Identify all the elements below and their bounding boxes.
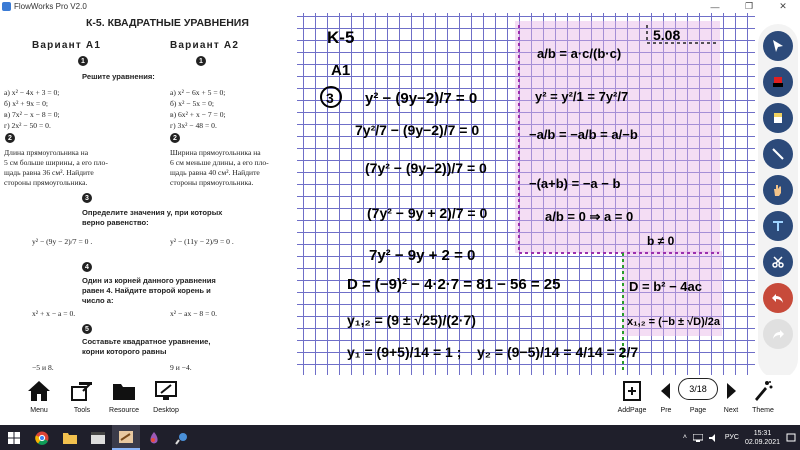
- clapperboard-icon: [91, 432, 105, 444]
- taskbar-media[interactable]: [84, 425, 112, 450]
- solution-line-5: 7y² − 9y + 2 = 0: [369, 247, 476, 264]
- notifications-icon[interactable]: [786, 433, 796, 443]
- pre-label: Pre: [660, 407, 672, 414]
- title-bar: [0, 0, 800, 13]
- v1-equation: г) 2x² − 50 = 0.: [4, 121, 51, 130]
- cut-tool[interactable]: [763, 247, 793, 277]
- task-number-1: 1: [196, 56, 206, 66]
- theme-brush-icon: [751, 379, 775, 403]
- taskbar-tool[interactable]: [168, 425, 196, 450]
- v1-task2-text: стороны прямоугольника.: [4, 178, 88, 187]
- v1-task5-roots: −5 и 8.: [32, 363, 54, 372]
- text-tool[interactable]: [763, 211, 793, 241]
- undo-icon: [771, 291, 785, 305]
- next-arrow-icon: [723, 379, 739, 403]
- flowworks-icon: [119, 431, 133, 443]
- windows-logo-icon: [8, 432, 20, 444]
- root-y2-line: y₂ = (9−5)/14 = 4/14 = 2/7: [477, 344, 639, 360]
- v1-equation: а) x² − 4x + 3 = 0;: [4, 88, 60, 97]
- tools-label: Tools: [73, 407, 91, 414]
- folder-icon: [111, 379, 137, 403]
- textbook-page: [0, 13, 297, 375]
- v1-equation: в) 7x² − x − 8 = 0;: [4, 110, 60, 119]
- highlighter-icon: [771, 111, 785, 125]
- solution-line-4: (7y² − 9y + 2)/7 = 0: [367, 205, 488, 221]
- hand-tool[interactable]: [763, 175, 793, 205]
- task-number-4: 4: [82, 262, 92, 272]
- solution-line-3: (7y² − (9y−2))/7 = 0: [365, 160, 487, 176]
- scissors-icon: [771, 255, 785, 269]
- taskbar-paint[interactable]: [140, 425, 168, 450]
- board-date: 5.08: [653, 27, 681, 43]
- network-icon[interactable]: [693, 434, 703, 442]
- clock-time: 15:31: [753, 429, 772, 437]
- desktop-button[interactable]: [144, 375, 188, 425]
- circle-3: 3: [326, 90, 334, 106]
- app-icon: [2, 2, 11, 11]
- language-indicator[interactable]: РУС: [724, 434, 739, 441]
- board-a1: A1: [331, 62, 351, 79]
- task-number-2: 2: [5, 133, 15, 143]
- note-zero-fraction: a/b = 0 ⇒ a = 0: [545, 209, 634, 224]
- v1-task4-equation: x² + x − a = 0.: [32, 309, 76, 318]
- task1-heading: Решите уравнения:: [82, 72, 155, 81]
- whiteboard-ink: [297, 13, 755, 375]
- tools-icon: [69, 379, 95, 403]
- system-tray: [683, 429, 800, 447]
- paint-drop-icon: [147, 431, 161, 445]
- discriminant-line: D = (−9)² − 4·2·7 = 81 − 56 = 25: [347, 276, 561, 293]
- note-b-nonzero: b ≠ 0: [647, 234, 675, 248]
- v2-task4-equation: x² − ax − 8 = 0.: [170, 309, 217, 318]
- v2-task2-text: стороны прямоугольника.: [170, 178, 254, 187]
- task3-heading: Определите значения y, при которых: [82, 208, 223, 217]
- menu-label: Menu: [30, 407, 48, 414]
- whiteboard-canvas[interactable]: [297, 13, 755, 375]
- folder-icon: [63, 432, 77, 444]
- clock-date: 02.09.2021: [744, 438, 780, 446]
- menu-button[interactable]: [17, 375, 61, 425]
- chevron-up-icon[interactable]: ˄: [682, 434, 687, 441]
- right-toolbar: [758, 24, 798, 379]
- root-y1-line: y₁ = (9+5)/14 = 1 ;: [347, 344, 462, 360]
- task-number-1: 1: [78, 56, 88, 66]
- page-label: Page: [689, 407, 707, 414]
- add-page-label: AddPage: [617, 407, 647, 414]
- formula-discriminant: D = b² − 4ac: [629, 279, 702, 294]
- resource-button[interactable]: [102, 375, 146, 425]
- pen-tool[interactable]: [763, 67, 793, 97]
- task4-heading: число a:: [82, 296, 114, 305]
- window-title: FlowWorks Pro V2.0: [14, 2, 87, 11]
- v2-task5-roots: 9 и −4.: [170, 363, 192, 372]
- task-number-2: 2: [170, 133, 180, 143]
- redo-button[interactable]: [763, 319, 793, 349]
- note-fraction-expand: a/b = a·c/(b·c): [537, 46, 622, 61]
- task5-heading: корни которого равны: [82, 347, 167, 356]
- restore-button[interactable]: ❐: [744, 1, 754, 11]
- note-negative-sum: −(a+b) = −a − b: [529, 176, 621, 191]
- redo-icon: [771, 327, 785, 341]
- v2-task2-text: Ширина прямоугольника на: [170, 148, 261, 157]
- close-window-button[interactable]: ✕: [779, 1, 787, 11]
- highlighter-tool[interactable]: [763, 103, 793, 133]
- v1-task2-text: щадь равна 36 см². Найдите: [4, 168, 94, 177]
- task4-heading: Один из корней данного уравнения: [82, 276, 216, 285]
- clock[interactable]: [745, 429, 780, 447]
- theme-label: Theme: [752, 407, 774, 414]
- desktop-label: Desktop: [153, 407, 179, 414]
- variant-a1-heading: Вариант А1: [32, 40, 102, 51]
- chrome-icon: [35, 431, 49, 445]
- magnifier-tool-icon: [175, 431, 189, 445]
- line-tool[interactable]: [763, 139, 793, 169]
- task4-heading: равен 4. Найдите второй корень и: [82, 286, 211, 295]
- v1-task3-equation: y² − (9y − 2)/7 = 0 .: [32, 237, 93, 246]
- solution-line-1: y² − (9y−2)/7 = 0: [365, 90, 478, 107]
- solution-line-2: 7y²/7 − (9y−2)/7 = 0: [355, 122, 480, 138]
- v2-task2-text: щадь равна 40 см². Найдите: [170, 168, 260, 177]
- formula-roots: x₁,₂ = (−b ± √D)/2a: [627, 316, 721, 328]
- page-indicator[interactable]: 3/18: [678, 378, 718, 400]
- undo-button[interactable]: [763, 283, 793, 313]
- line-icon: [771, 147, 785, 161]
- start-button[interactable]: [0, 425, 28, 450]
- volume-icon[interactable]: [709, 434, 719, 442]
- cursor-icon: [771, 39, 785, 53]
- task-number-5: 5: [82, 324, 92, 334]
- v2-equation: а) x² − 6x + 5 = 0;: [170, 88, 226, 97]
- pen-icon: [771, 75, 785, 89]
- taskbar-explorer[interactable]: [56, 425, 84, 450]
- v2-equation: б) x² − 5x = 0;: [170, 99, 215, 108]
- taskbar-flowworks[interactable]: [112, 425, 140, 450]
- v2-equation: г) 3x² − 48 = 0.: [170, 121, 217, 130]
- os-taskbar: [0, 425, 800, 450]
- v1-task2-text: Длина прямоугольника на: [4, 148, 89, 157]
- prev-arrow-icon: [658, 379, 674, 403]
- note-y-squared: y² = y²/1 = 7y²/7: [535, 89, 629, 104]
- book-title: К-5. КВАДРАТНЫЕ УРАВНЕНИЯ: [86, 17, 249, 29]
- v1-equation: б) x² + 9x = 0;: [4, 99, 49, 108]
- text-icon: [771, 219, 785, 233]
- pointer-tool[interactable]: [763, 31, 793, 61]
- roots-formula-line: y₁,₂ = (9 ± √25)/(2·7): [347, 312, 476, 328]
- hand-icon: [771, 183, 785, 197]
- tools-button[interactable]: [60, 375, 104, 425]
- task3-heading: верно равенство:: [82, 218, 149, 227]
- v2-task2-text: 6 см меньше длины, а его пло-: [170, 158, 269, 167]
- v2-task3-equation: y² − (11y − 2)/9 = 0 .: [170, 237, 234, 246]
- v2-equation: в) 6x² + x − 7 = 0;: [170, 110, 226, 119]
- minimize-button[interactable]: —: [710, 1, 720, 12]
- board-k5: K-5: [327, 28, 355, 47]
- note-negative-fraction: −a/b = −a/b = a/−b: [529, 127, 638, 142]
- home-icon: [26, 379, 52, 403]
- task-number-3: 3: [82, 193, 92, 203]
- v1-task2-text: 5 см больше ширины, а его пло-: [4, 158, 108, 167]
- variant-a2-heading: Вариант А2: [170, 40, 240, 51]
- task5-heading: Составьте квадратное уравнение,: [82, 337, 211, 346]
- resource-label: Resource: [109, 407, 139, 414]
- next-label: Next: [723, 407, 739, 414]
- theme-button[interactable]: [741, 375, 785, 425]
- add-page-icon: [620, 379, 644, 403]
- taskbar-chrome[interactable]: [28, 425, 56, 450]
- desktop-icon: [153, 379, 179, 403]
